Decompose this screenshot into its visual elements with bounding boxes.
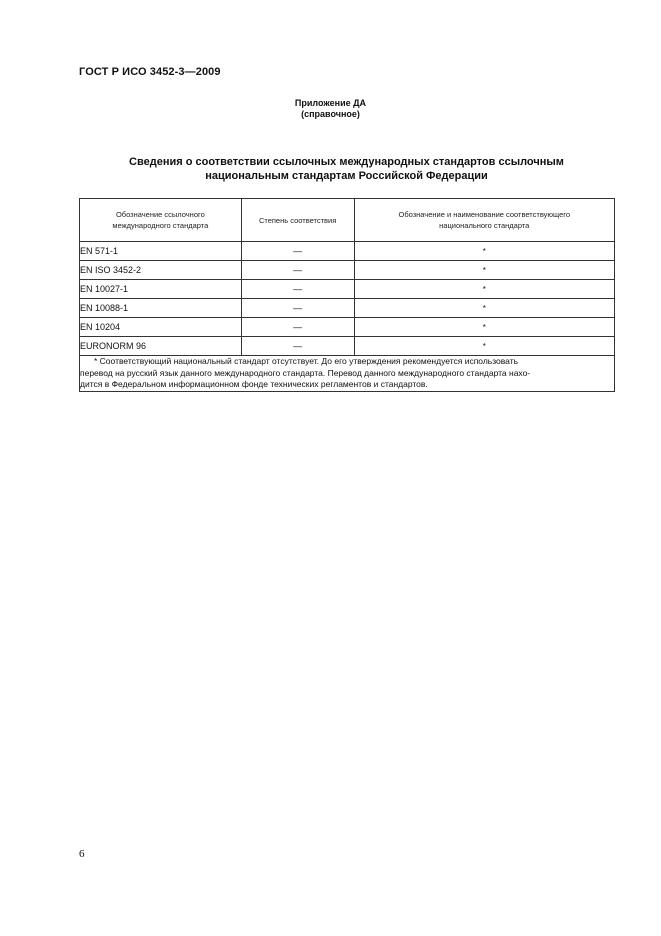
table-row (80, 261, 615, 280)
section-heading-line-2: национальным стандартам Российской Федерации (205, 170, 488, 182)
international-standard-cell: EN 10204 (80, 318, 242, 337)
footnote-line: * Соответствующий национальный стандарт отсутствует. До его утверждения рекомендуется использовать (94, 356, 519, 366)
column-header-line: международного стандарта (112, 221, 209, 230)
degree-cell: — (241, 337, 354, 356)
degree-cell: — (241, 318, 354, 337)
section-heading-line-1: Сведения о соответствии ссылочных международных стандартов ссылочным (129, 156, 564, 168)
page-number: 6 (79, 848, 85, 860)
national-standard-cell: * (354, 261, 614, 280)
national-standard-cell: * (354, 242, 614, 261)
standards-correspondence-table (79, 198, 615, 392)
column-header-international-standard (80, 199, 242, 242)
column-header-degree (241, 199, 354, 242)
table-row (80, 318, 615, 337)
annex-title: Приложение ДА (294, 98, 367, 108)
degree-cell: — (241, 261, 354, 280)
column-header-national-standard (354, 199, 614, 242)
international-standard-cell: EURONORM 96 (80, 337, 242, 356)
national-standard-cell: * (354, 318, 614, 337)
national-standard-cell: * (354, 299, 614, 318)
document-code: ГОСТ Р ИСО 3452-3—2009 (79, 66, 221, 78)
table-row (80, 337, 615, 356)
national-standard-cell: * (354, 280, 614, 299)
international-standard-cell: EN 10027-1 (80, 280, 242, 299)
column-header-line: Степень соответствия (258, 215, 337, 225)
table-row (80, 299, 615, 318)
national-standard-cell: * (354, 337, 614, 356)
degree-cell: — (241, 299, 354, 318)
table-note-row (80, 356, 615, 392)
footnote-line: перевод на русский язык данного международного стандарта. Перевод данного международного стандарта нахо- (80, 367, 531, 378)
column-header-line: Обозначение и наименование соответствующего (398, 210, 571, 219)
table-row (80, 242, 615, 261)
column-header-line: национального стандарта (439, 221, 530, 230)
table-footnote (80, 356, 615, 392)
international-standard-cell: EN 571-1 (80, 242, 242, 261)
international-standard-cell: EN 10088-1 (80, 299, 242, 318)
annex-subtitle: (справочное) (301, 109, 360, 119)
table-row (80, 280, 615, 299)
international-standard-cell: EN ISO 3452-2 (80, 261, 242, 280)
degree-cell: — (241, 280, 354, 299)
table-header-row (80, 199, 615, 242)
degree-cell: — (241, 242, 354, 261)
footnote-line: дится в Федеральном информационном фонде технических регламентов и стандартов. (80, 379, 428, 389)
column-header-line: Обозначение ссылочного (115, 210, 205, 219)
